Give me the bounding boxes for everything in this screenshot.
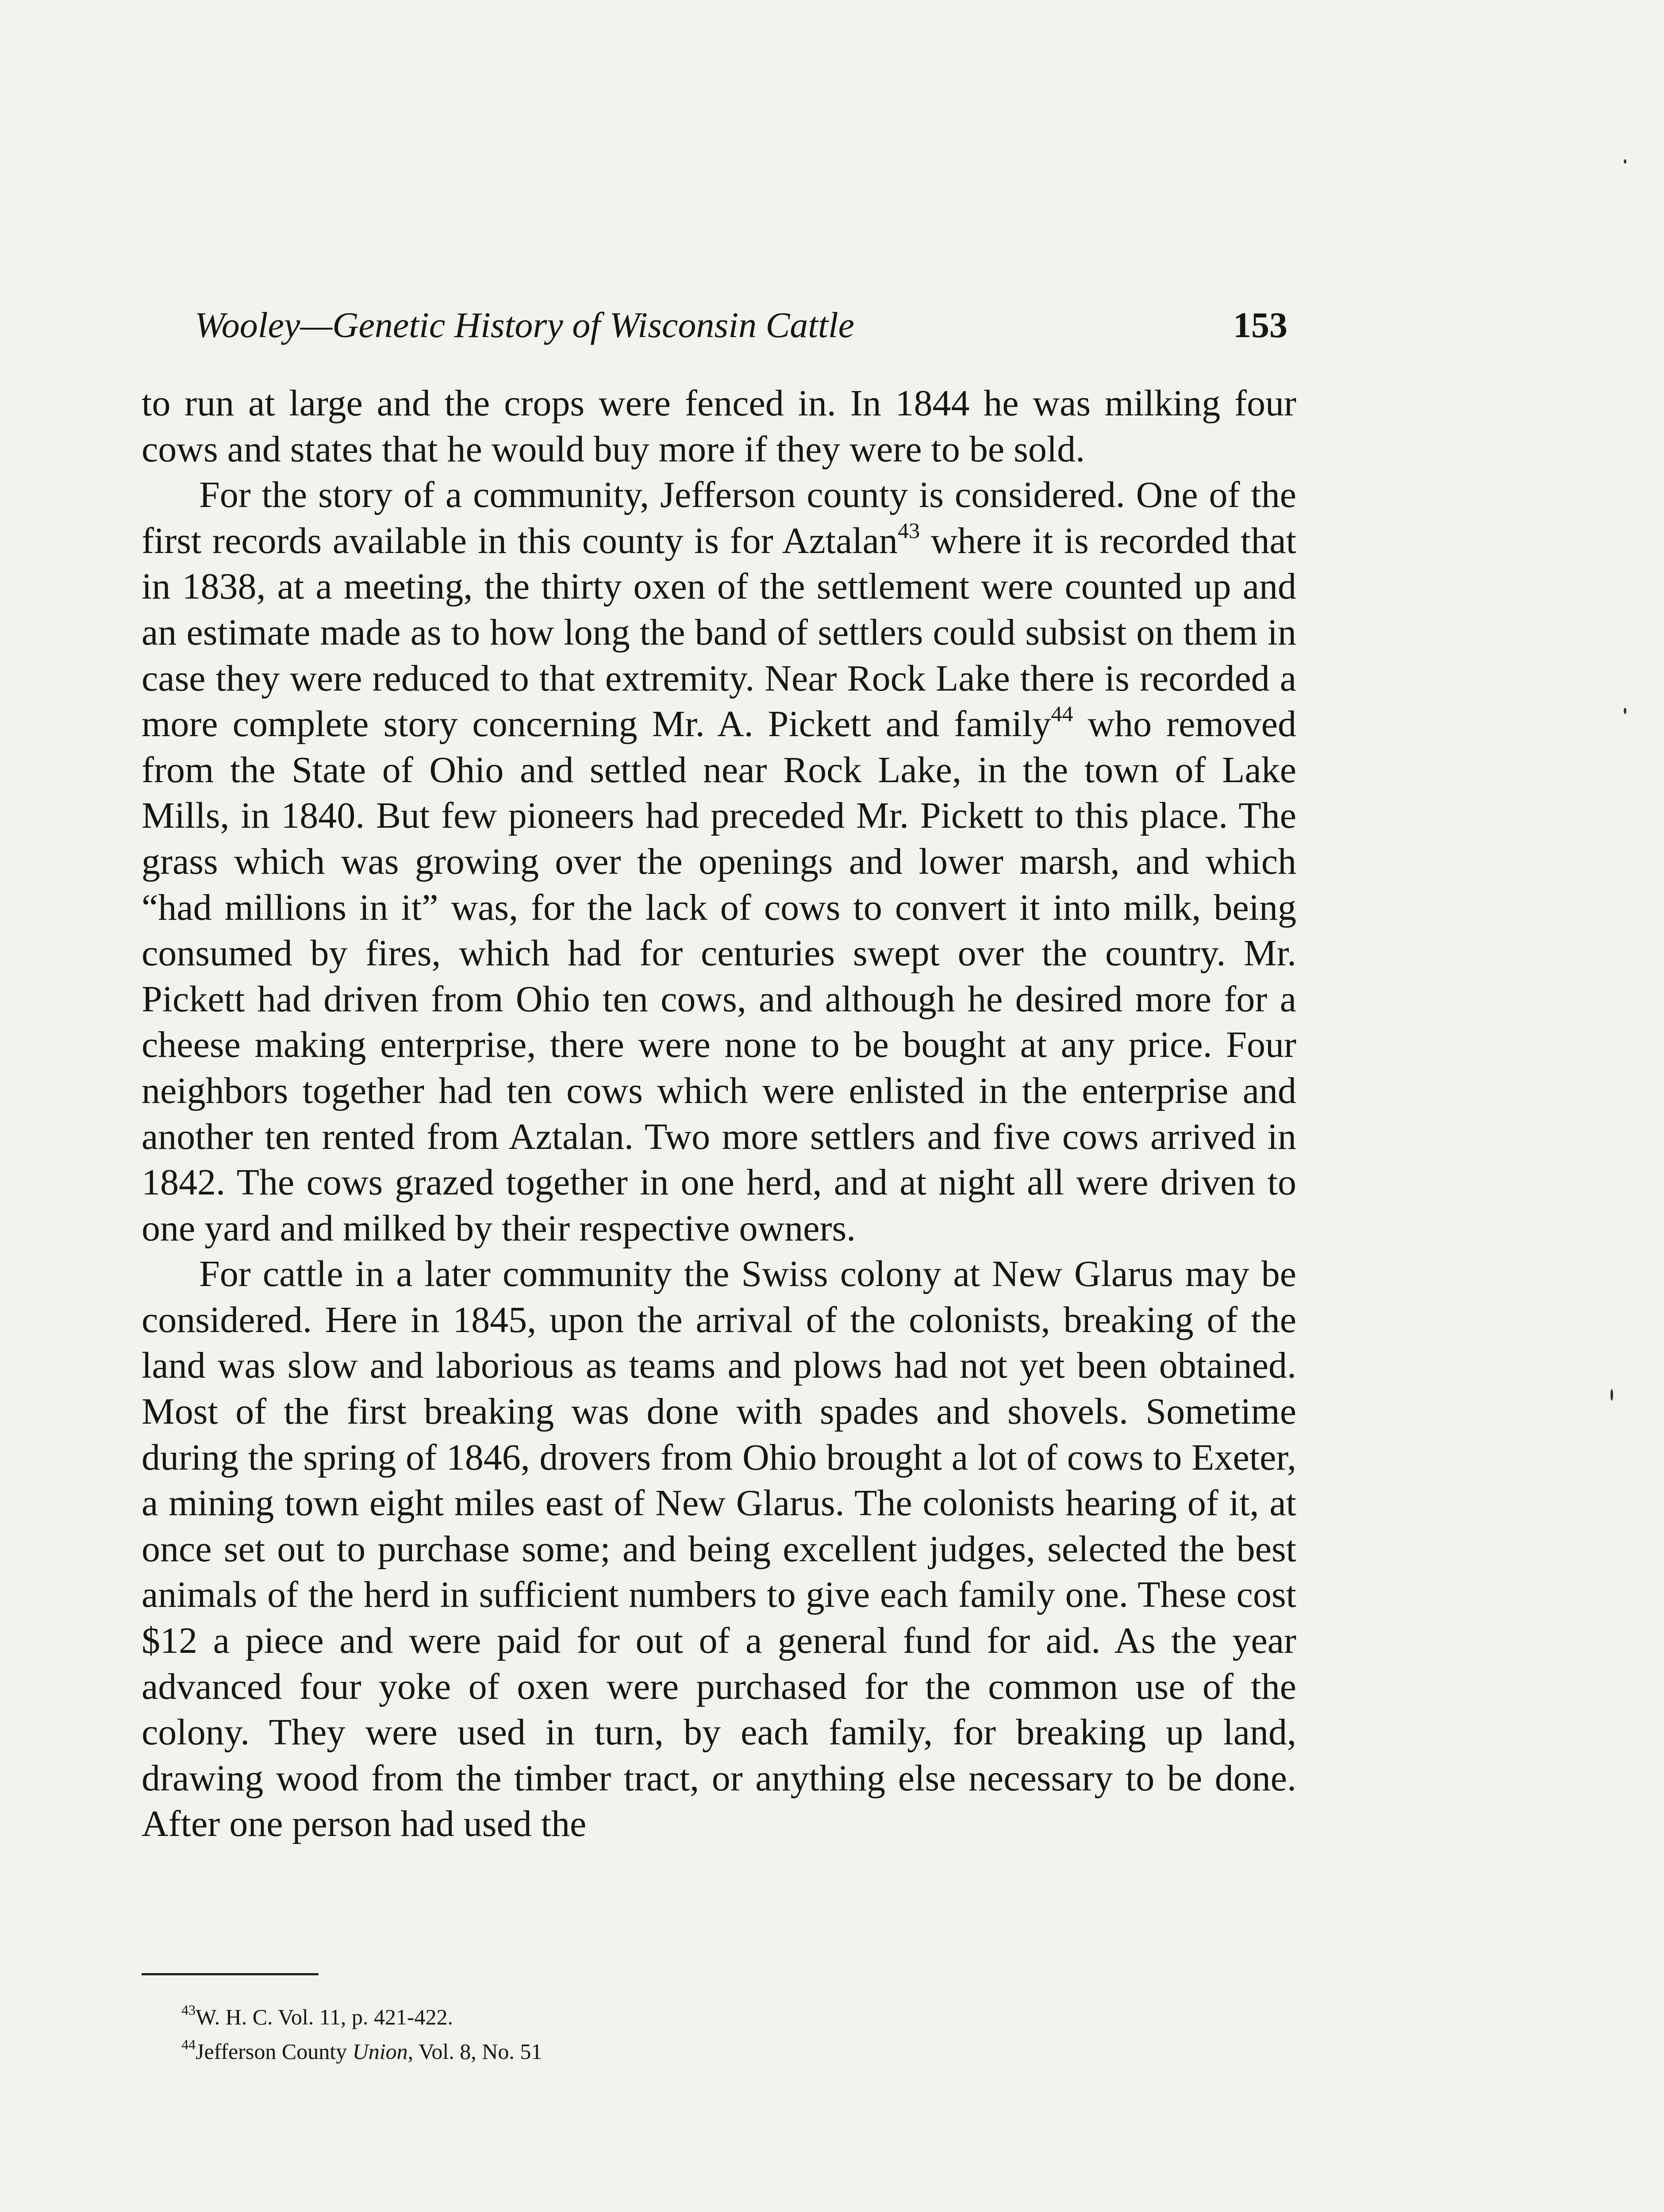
- footnote-ref: 43: [897, 518, 920, 543]
- page-number: 153: [1233, 305, 1287, 345]
- footnote-italic: Union: [352, 2039, 408, 2064]
- paragraph: [142, 1251, 1296, 1847]
- paragraph-text: For the story of a community, Jefferson county is considered. One of the first records available in this county is for Aztalan: [142, 474, 1296, 561]
- scan-speck: [1624, 159, 1626, 164]
- footnote: [181, 2034, 1066, 2069]
- scan-speck: [1610, 1389, 1613, 1401]
- footnote-mark: 44: [181, 2036, 196, 2052]
- footnote-rule: [142, 1973, 319, 1975]
- paragraph-text: where it is recorded that in 1838, at a meeting, the thirty oxen of the settlement were counted up and an estimate made as to how long the band of settlers could subsist on them in case they were reduced to that extremity. Near Rock Lake there is recorded a more complete story concerning Mr. A. Pickett and family: [142, 520, 1296, 745]
- paragraph-text: who removed from the State of Ohio and settled near Rock Lake, in the town of Lake Mills, in 1840. But few pioneers had preceded Mr. Pickett to this place. The grass which was growing over the openings and lower marsh, and which “had millions in it” was, for the lack of cows to convert it into milk, being consumed by fires, which had for centuries swept over the country. Mr. Pickett had driven from Ohio ten cows, and although he desired more for a cheese making enterprise, there were none to be bought at any price. Four neighbors together had ten cows which were enlisted in the enterprise and another ten rented from Aztalan. Two more settlers and five cows arrived in 1842. The cows grazed together in one herd, and at night all were driven to one yard and milked by their respective owners.: [142, 703, 1296, 1249]
- footnote-text: Jefferson County: [196, 2039, 353, 2064]
- body-text: [142, 380, 1296, 1847]
- page-header: [195, 301, 1287, 349]
- footnote-mark: 43: [181, 2002, 196, 2018]
- running-head: Wooley—Genetic History of Wisconsin Cattle: [195, 305, 855, 345]
- footnotes: [181, 2000, 1066, 2069]
- footnote-ref: 44: [1051, 701, 1073, 726]
- footnote: [181, 2000, 1066, 2034]
- paragraph: [142, 472, 1296, 1251]
- scan-speck: [1624, 708, 1626, 714]
- paragraph-text: For cattle in a later community the Swiss colony at New Glarus may be considered. Here in 1845, upon the arrival of the colonists, breaking of the land was slow and laborious as teams and plows had not yet been obtained. Most of the first breaking was done with spades and shovels. Sometime during the spring of 1846, drovers from Ohio brought a lot of cows to Exeter, a mining town eight miles east of New Glarus. The colonists hearing of it, at once set out to purchase some; and being excellent judges, selected the best animals of the herd in sufficient numbers to give each family one. These cost $12 a piece and were paid for out of a general fund for aid. As the year advanced four yoke of oxen were purchased for the common use of the colony. They were used in turn, by each family, for breaking up land, drawing wood from the timber tract, or anything else necessary to be done. After one person had used the: [142, 1253, 1296, 1845]
- footnote-text: , Vol. 8, No. 51: [407, 2039, 542, 2064]
- paragraph-text: to run at large and the crops were fenced in. In 1844 he was milking four cows and states that he would buy more if they were to be sold.: [142, 383, 1296, 470]
- paragraph: [142, 380, 1296, 472]
- footnote-text: W. H. C. Vol. 11, p. 421-422.: [196, 2005, 453, 2029]
